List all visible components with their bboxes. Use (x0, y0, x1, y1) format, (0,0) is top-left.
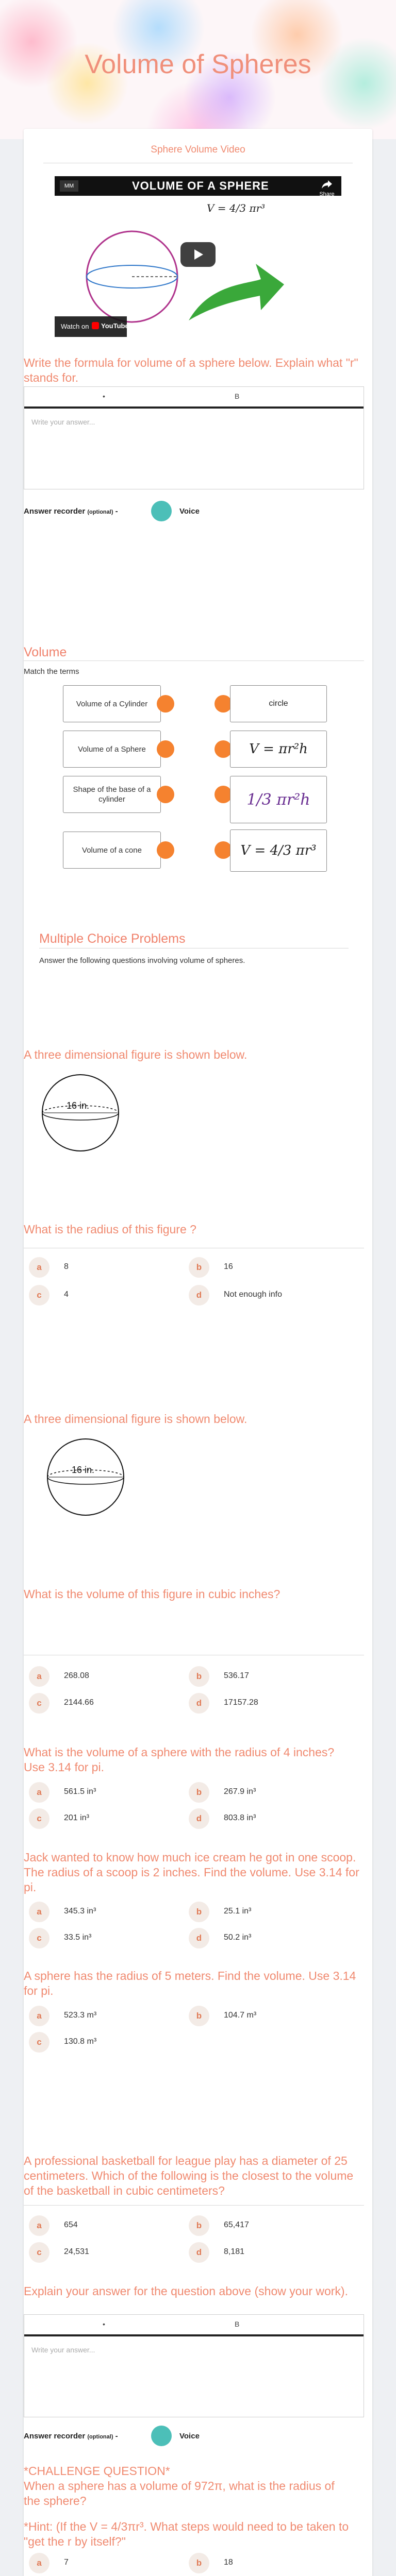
answer-editor-formula[interactable] (24, 386, 364, 489)
q4-option-c[interactable] (29, 1927, 184, 1950)
q6-option-b[interactable] (189, 2214, 343, 2237)
match-left-3[interactable]: Shape of the base of a cylinder (63, 776, 161, 813)
channel-avatar: MM (60, 180, 78, 192)
option-letter: c (29, 1808, 50, 1829)
mc-instruction: Answer the following questions involving volume of spheres. (39, 956, 245, 965)
q2-sphere-figure (44, 1436, 127, 1518)
q4-option-d[interactable] (189, 1927, 343, 1950)
q1-sphere-figure (39, 1072, 122, 1154)
q1-intro: A three dimensional figure is shown below. (24, 1048, 248, 1061)
q8-question: When a sphere has a volume of 972π, what is the radius of the sphere? (24, 2479, 335, 2507)
q2-question: What is the volume of this figure in cubic inches? (24, 1587, 280, 1601)
option-letter: b (189, 2006, 209, 2026)
option-letter: a (29, 1666, 50, 1687)
match-instruction: Match the terms (24, 667, 79, 676)
q6-question: A professional basketball for league play has a diameter of 25 centimeters. Which of the following is the closest to the volume of the basketball in cubic centimeters? (24, 2154, 354, 2197)
option-text: 33.5 in³ (64, 1933, 92, 1942)
option-letter: d (189, 2242, 209, 2263)
q3-option-b[interactable] (189, 1781, 343, 1804)
answer-editor-q7[interactable] (24, 2314, 364, 2417)
option-text: 16 (224, 1262, 233, 1271)
match-right-4[interactable]: V = 4/3 πr³ (230, 829, 327, 872)
option-text: 4 (64, 1290, 69, 1299)
q1-option-d[interactable] (189, 1284, 343, 1307)
q5-option-a[interactable] (29, 2005, 184, 2027)
option-text: 8,181 (224, 2247, 245, 2256)
match-handle-left-3[interactable] (157, 786, 174, 803)
q8-option-a[interactable] (29, 2552, 184, 2574)
answer-placeholder: Write your answer... (31, 2346, 95, 2354)
option-text: 201 in³ (64, 1814, 89, 1822)
q4-option-a[interactable] (29, 1901, 184, 1923)
option-text: 345.3 in³ (64, 1907, 96, 1916)
q6-option-c[interactable] (29, 2241, 184, 2264)
option-letter: b (189, 2553, 209, 2573)
q5-question: A sphere has the radius of 5 meters. Find the volume. Use 3.14 for pi. (24, 1969, 356, 1997)
watch-on-youtube[interactable] (55, 316, 127, 337)
q6-option-a[interactable] (29, 2214, 184, 2237)
video-player[interactable] (55, 176, 341, 337)
match-handle-left-1[interactable] (157, 695, 174, 713)
editor-toolbar (24, 2315, 364, 2336)
q8-hint: *Hint: (If the V = 4/3πr³. What steps would need to be taken to "get the r by itself?" (24, 2520, 349, 2548)
option-letter: c (29, 1928, 50, 1948)
q6-option-d[interactable] (189, 2241, 343, 2264)
q3-question: What is the volume of a sphere with the radius of 4 inches? Use 3.14 for pi. (24, 1745, 335, 1774)
option-text: 50.2 in³ (224, 1933, 252, 1942)
option-letter: a (29, 2215, 50, 2236)
page-title: Volume of Spheres (85, 49, 311, 79)
q8-challenge-title: *CHALLENGE QUESTION* (24, 2464, 170, 2478)
match-handle-left-4[interactable] (157, 841, 174, 859)
youtube-icon (92, 322, 99, 329)
answer-recorder (24, 2426, 230, 2446)
q4-option-b[interactable] (189, 1901, 343, 1923)
q5-option-b[interactable] (189, 2005, 343, 2027)
match-right-2[interactable]: V = πr²h (230, 731, 327, 768)
match-right-3[interactable]: 1/3 πr²h (230, 776, 327, 823)
q3-option-a[interactable] (29, 1781, 184, 1804)
q7-prompt: Explain your answer for the question above (show your work). (24, 2284, 348, 2298)
option-letter: c (29, 2032, 50, 2053)
q1-option-a[interactable] (29, 1256, 184, 1279)
option-letter: d (189, 1808, 209, 1829)
option-letter: b (189, 1902, 209, 1922)
q1-diameter-label: 16 in. (67, 1100, 90, 1111)
video-heading: Sphere Volume Video (151, 144, 245, 155)
match-handle-right-1[interactable] (214, 695, 232, 713)
option-letter: b (189, 2215, 209, 2236)
option-text: Not enough info (224, 1290, 282, 1299)
q2-option-c[interactable] (29, 1692, 184, 1715)
option-letter: d (189, 1928, 209, 1948)
match-left-4[interactable]: Volume of a cone (63, 832, 161, 869)
q1-question: What is the radius of this figure ? (24, 1223, 196, 1236)
voice-label: Voice (179, 507, 200, 516)
bold-tool[interactable]: B (235, 2320, 240, 2328)
answer-recorder (24, 501, 230, 521)
editor-toolbar (24, 387, 364, 409)
share-button[interactable] (317, 180, 337, 197)
option-letter: a (29, 1257, 50, 1278)
option-text: 104.7 m³ (224, 2011, 257, 2020)
option-text: 803.8 in³ (224, 1814, 256, 1822)
option-letter: a (29, 2006, 50, 2026)
option-letter: c (29, 1285, 50, 1306)
option-letter: d (189, 1285, 209, 1306)
match-left-2[interactable]: Volume of a Sphere (63, 731, 161, 768)
video-frame-title: VOLUME OF A SPHERE (132, 179, 269, 192)
q4-question: Jack wanted to know how much ice cream he got in one scoop. The radius of a scoop is 2 inches. Find the volume. Use 3.14 for pi. (24, 1851, 359, 1894)
mc-heading: Multiple Choice Problems (39, 931, 186, 946)
q2-option-a[interactable] (29, 1665, 184, 1688)
q2-option-d[interactable] (189, 1692, 343, 1715)
option-letter: b (189, 1666, 209, 1687)
option-text: 523.3 m³ (64, 2011, 97, 2020)
option-text: 561.5 in³ (64, 1787, 96, 1796)
option-letter: d (189, 1693, 209, 1714)
answer-placeholder: Write your answer... (31, 418, 95, 426)
match-right-1[interactable]: circle (230, 685, 327, 722)
option-text: 268.08 (64, 1671, 89, 1680)
option-text: 18 (224, 2558, 233, 2567)
q2-diameter-label: 16 in. (72, 1465, 95, 1475)
option-text: 130.8 m³ (64, 2037, 97, 2046)
bullet-tool[interactable]: • (103, 392, 105, 400)
option-letter: a (29, 1902, 50, 1922)
option-text: 24,531 (64, 2247, 89, 2256)
play-button[interactable] (180, 242, 216, 267)
watch-on-label: Watch on (61, 323, 89, 330)
recorder-label: Answer recorder (optional) - (24, 2432, 118, 2441)
divider (24, 660, 364, 661)
match-handle-right-3[interactable] (214, 786, 232, 803)
voice-record-button[interactable] (151, 501, 172, 521)
q3-option-c[interactable] (29, 1807, 184, 1830)
option-text: 654 (64, 2221, 78, 2229)
share-icon (322, 180, 332, 189)
youtube-label: YouTube (101, 322, 129, 330)
option-text: 65,417 (224, 2221, 249, 2229)
option-text: 8 (64, 1262, 69, 1271)
bullet-tool[interactable]: • (103, 2320, 105, 2328)
q8-option-b[interactable] (189, 2552, 343, 2574)
option-letter: b (189, 1782, 209, 1803)
option-text: 17157.28 (224, 1698, 258, 1707)
q5-option-c[interactable] (29, 2031, 184, 2054)
q2-option-b[interactable] (189, 1665, 343, 1688)
q1-option-c[interactable] (29, 1284, 184, 1307)
option-text: 25.1 in³ (224, 1907, 252, 1916)
worksheet-card (24, 129, 372, 2576)
video-formula: V = 4/3 πr³ (207, 202, 266, 214)
play-icon (180, 242, 216, 267)
recorder-label: Answer recorder (optional) - (24, 507, 118, 516)
option-letter: a (29, 1782, 50, 1803)
divider (24, 2205, 364, 2206)
voice-label: Voice (179, 2432, 200, 2441)
match-handle-left-2[interactable] (157, 740, 174, 758)
option-letter: c (29, 2242, 50, 2263)
option-text: 536.17 (224, 1671, 249, 1680)
option-text: 267.9 in³ (224, 1787, 256, 1796)
match-handle-right-4[interactable] (214, 841, 232, 859)
q1-option-b[interactable] (189, 1256, 343, 1279)
question-formula-prompt: Write the formula for volume of a sphere below. Explain what "r" stands for. (24, 356, 358, 384)
match-left-1[interactable]: Volume of a Cylinder (63, 685, 161, 722)
option-letter: c (29, 1693, 50, 1714)
q2-intro: A three dimensional figure is shown below. (24, 1412, 248, 1426)
option-letter: a (29, 2553, 50, 2573)
voice-record-button[interactable] (151, 2426, 172, 2446)
option-letter: b (189, 1257, 209, 1278)
match-handle-right-2[interactable] (214, 740, 232, 758)
q3-option-d[interactable] (189, 1807, 343, 1830)
share-label: Share (319, 191, 335, 197)
bold-tool[interactable]: B (235, 392, 240, 400)
option-text: 2144.66 (64, 1698, 94, 1707)
option-text: 7 (64, 2558, 69, 2567)
volume-heading: Volume (24, 645, 67, 659)
